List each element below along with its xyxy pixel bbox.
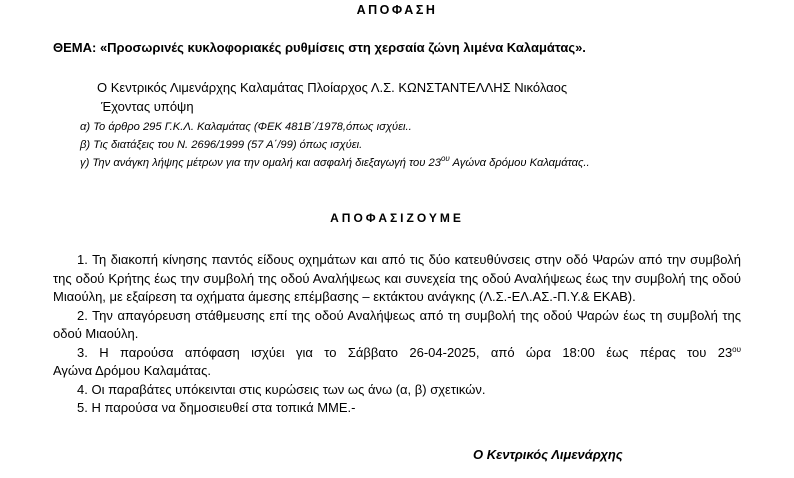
decision-item-1: 1. Τη διακοπή κίνησης παντός είδους οχημάτων και από τις δύο κατευθύνσεις στην οδό Ψαρών από την συμβολή της οδού Κρήτης έως την συμβολή της οδού Αναλήψεως και συνεχεία της οδού Αναλήψεως έως την συμβολή της οδού Μιαούλη, με εξαίρεση τα οχήματα άμεσης επέμβασης – εκτάκτου ανάγκης (Λ.Σ.-ΕΛ.ΑΣ.-Π.Υ.& ΕΚΑΒ). [53,252,741,304]
decision-item-3-text: 3. Η παρούσα απόφαση ισχύει για το Σάββατο 26-04-2025, από ώρα 18:00 έως πέρας του 23 [77,344,733,360]
decision-item-3 [53,344,741,363]
decision-items [53,251,741,418]
consideration-c-text: γ) Την ανάγκη λήψης μέτρων για την ομαλή και ασφαλή διεξαγωγή του 23 [80,157,441,169]
consideration-c-ordinal: ου [440,154,450,163]
consideration-c [80,154,590,169]
decide-heading: ΑΠΟΦΑΣΙΖΟΥΜΕ [330,211,464,225]
issuing-authority: Ο Κεντρικός Λιμενάρχης Καλαμάτας Πλοίαρχος Λ.Σ. ΚΩΝΣΤΑΝΤΕΛΛΗΣ Νικόλαος [97,80,568,95]
signature-title: Ο Κεντρικός Λιμενάρχης [473,447,623,462]
decision-item-3-continued: Αγώνα Δρόμου Καλαμάτας. [53,363,211,378]
consideration-b: β) Τις διατάξεις του Ν. 2696/1999 (57 Α΄/99) όπως ισχύει. [80,139,363,151]
decision-item-2: 2. Την απαγόρευση στάθμευσης επί της οδού Αναλήψεως από τη συμβολή της οδού Ψαρών έως τη συμβολή της οδού Μιαούλη. [53,307,741,341]
decision-item-5: 5. Η παρούσα να δημοσιευθεί στα τοπικά ΜΜΕ.- [77,400,356,415]
decision-item-3-ordinal: ου [732,344,741,354]
consideration-a: α) Το άρθρο 295 Γ.Κ.Λ. Καλαμάτας (ΦΕΚ 481Β΄/1978,όπως ισχύει.. [80,121,412,133]
subject-line: ΘΕΜΑ: «Προσωρινές κυκλοφοριακές ρυθμίσεις στη χερσαία ζώνη λιμένα Καλαμάτας». [53,40,586,55]
document-title: ΑΠΟΦΑΣΗ [356,3,438,17]
having-regard-label: Έχοντας υπόψη [101,99,194,114]
decision-item-4: 4. Οι παραβάτες υπόκεινται στις κυρώσεις των ως άνω (α, β) σχετικών. [77,381,486,397]
consideration-c-text-end: Αγώνα δρόμου Καλαμάτας.. [449,157,590,169]
